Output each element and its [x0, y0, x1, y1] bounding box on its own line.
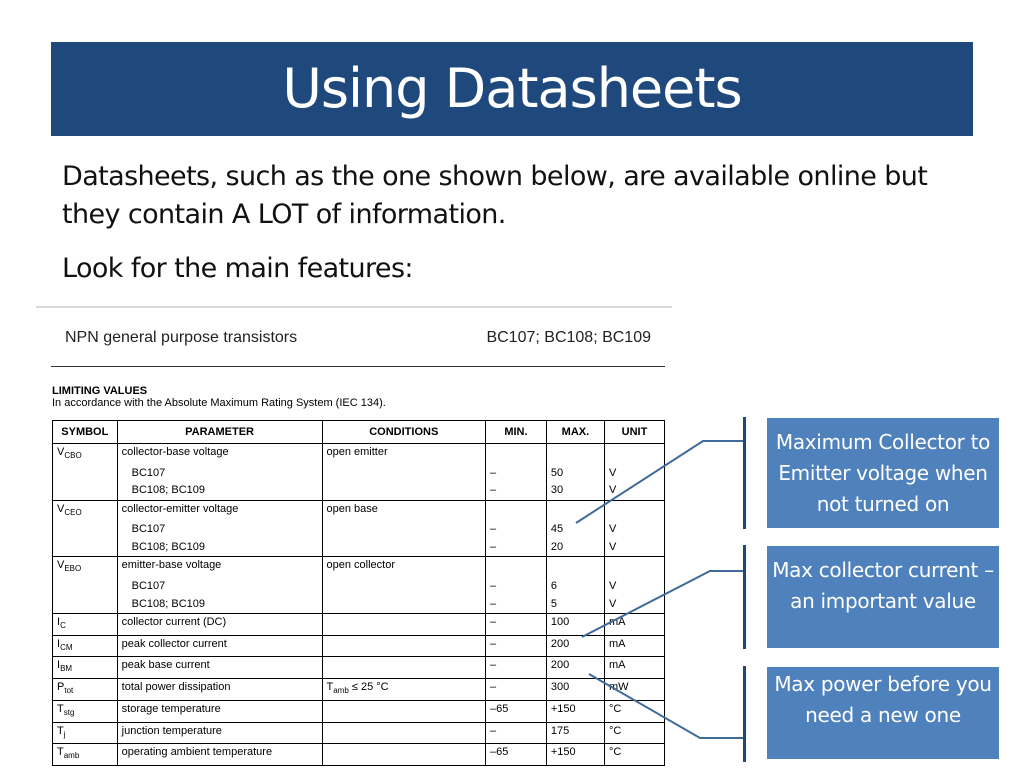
cell-unit: mA [604, 614, 664, 636]
cell-symbol: $V_{CBO}$ [53, 444, 118, 465]
cell-parameter: BC107 [117, 465, 322, 483]
cell-parameter: total power dissipation [117, 679, 322, 701]
cell-max: 175 [546, 722, 604, 744]
cell-max: 6 [546, 578, 604, 596]
cell-symbol: $I_{CM}$ [53, 635, 118, 657]
arrow-power [589, 674, 743, 738]
cell-min: – [486, 657, 547, 679]
cell-max: 50 [546, 465, 604, 483]
cell-min: – [486, 482, 547, 500]
cell-unit: V [604, 539, 664, 557]
cell-unit: V [604, 482, 664, 500]
cell-min: – [486, 722, 547, 744]
cell-parameter: BC107 [117, 578, 322, 596]
col-symbol: SYMBOL [53, 421, 118, 444]
arrow-current [582, 571, 743, 637]
cell-min: – [486, 521, 547, 539]
callout-max-vce: Maximum Collector to Emitter voltage when not turned on [767, 418, 999, 528]
cell-unit: mA [604, 657, 664, 679]
cell-parameter: operating ambient temperature [117, 744, 322, 766]
cell-max: 300 [546, 679, 604, 701]
slide-title: Using Datasheets [282, 57, 742, 120]
cell-parameter: BC108; BC109 [117, 596, 322, 614]
cell-unit: V [604, 578, 664, 596]
cell-symbol: $T_{amb}$ [53, 744, 118, 766]
cell-min: – [486, 578, 547, 596]
cell-symbol: $V_{EBO}$ [53, 557, 118, 578]
cell-symbol: $T_j$ [53, 722, 118, 744]
cell-symbol: $P_{tot}$ [53, 679, 118, 701]
callout-max-current: Max collector current – an important value [767, 546, 999, 648]
col-max: MAX. [546, 421, 604, 444]
cell-symbol: $I_C$ [53, 614, 118, 636]
col-conditions: CONDITIONS [322, 421, 486, 444]
cell-max: +150 [546, 700, 604, 722]
datasheet-title: NPN general purpose transistors [65, 329, 298, 346]
cell-max: 20 [546, 539, 604, 557]
cell-parameter: collector-base voltage [117, 444, 322, 465]
cell-conditions: open emitter [322, 444, 486, 465]
cell-unit: mW [604, 679, 664, 701]
datasheet-types: BC107; BC108; BC109 [486, 329, 651, 346]
col-unit: UNIT [604, 421, 664, 444]
cell-max: 200 [546, 635, 604, 657]
cell-unit: V [604, 596, 664, 614]
section-heading: LIMITING VALUES [52, 385, 148, 397]
col-min: MIN. [486, 421, 547, 444]
cell-unit: mA [604, 635, 664, 657]
cell-parameter: collector-emitter voltage [117, 500, 322, 521]
cell-unit: °C [604, 744, 664, 766]
cell-parameter: BC108; BC109 [117, 482, 322, 500]
cell-conditions: $T_{amb} \le 25$ °C [322, 679, 486, 701]
cell-parameter: peak collector current [117, 635, 322, 657]
cell-symbol: $V_{CEO}$ [53, 500, 118, 521]
cell-parameter: junction temperature [117, 722, 322, 744]
cell-min: –65 [486, 700, 547, 722]
cell-parameter: peak base current [117, 657, 322, 679]
section-subheading: In accordance with the Absolute Maximum Rating System (IEC 134). [52, 397, 386, 409]
cell-conditions: open collector [322, 557, 486, 578]
cell-min: –65 [486, 744, 547, 766]
cell-unit: V [604, 465, 664, 483]
cell-max: 5 [546, 596, 604, 614]
callout-max-power: Max power before you need a new one [767, 667, 999, 759]
cell-min: – [486, 539, 547, 557]
cell-parameter: storage temperature [117, 700, 322, 722]
cell-conditions: open base [322, 500, 486, 521]
arrow-vce [576, 441, 743, 523]
cell-max: 100 [546, 614, 604, 636]
cell-min: – [486, 679, 547, 701]
cell-max: 45 [546, 521, 604, 539]
cell-parameter: BC107 [117, 521, 322, 539]
cell-unit: °C [604, 722, 664, 744]
cell-symbol: $T_{stg}$ [53, 700, 118, 722]
cell-parameter: emitter-base voltage [117, 557, 322, 578]
cell-min: – [486, 614, 547, 636]
cell-unit: °C [604, 700, 664, 722]
cell-unit: V [604, 521, 664, 539]
cell-max: 200 [546, 657, 604, 679]
cell-min: – [486, 635, 547, 657]
cell-parameter: collector current (DC) [117, 614, 322, 636]
cell-min: – [486, 596, 547, 614]
cell-max: +150 [546, 744, 604, 766]
cell-parameter: BC108; BC109 [117, 539, 322, 557]
look-line: Look for the main features: [62, 253, 413, 284]
col-parameter: PARAMETER [117, 421, 322, 444]
cell-max: 30 [546, 482, 604, 500]
cell-symbol: $I_{BM}$ [53, 657, 118, 679]
intro-line: Datasheets, such as the one shown below, are available online but they contain A LOT of information. [62, 161, 928, 230]
cell-min: – [486, 465, 547, 483]
